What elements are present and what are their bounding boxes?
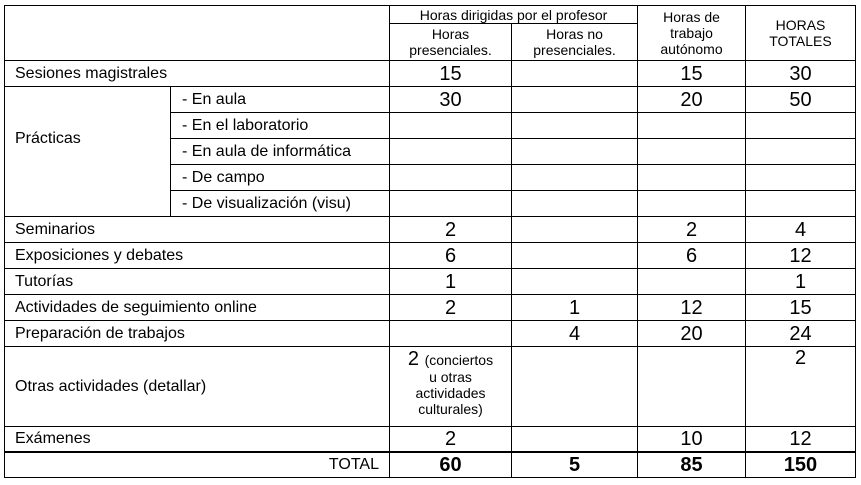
cell-sesiones-total: 30 [746,61,856,87]
cell-aula-pres: 30 [390,87,512,113]
cell-seminarios-total: 4 [746,217,856,243]
cell-visu-total [746,191,856,217]
cell-sesiones-nopres [512,61,638,87]
row-label-trabajos: Preparación de trabajos [5,321,390,347]
cell-otras-pres-number: 2 [407,348,420,370]
cell-tutorias-auto [638,269,746,295]
cell-informatica-total [746,139,856,165]
cell-tutorias-nopres [512,269,638,295]
cell-otras-pres-note-4: culturales) [418,401,483,417]
cell-visu-nopres [512,191,638,217]
cell-sesiones-auto: 15 [638,61,746,87]
header-autonomo-line1: Horas de [663,9,720,25]
cell-trabajos-auto: 20 [638,321,746,347]
cell-aula-total: 50 [746,87,856,113]
cell-otras-pres-note-3: actividades [415,385,486,401]
row-label-seminarios: Seminarios [5,217,390,243]
cell-otras-pres-note-2: u otras [429,369,472,385]
cell-tutorias-total: 1 [746,269,856,295]
cell-seminarios-pres: 2 [390,217,512,243]
cell-laboratorio-pres [390,113,512,139]
row-label-practicas: Prácticas [5,87,171,217]
table-row [5,87,856,113]
row-label-practicas-informatica: - En aula de informática [171,139,390,165]
cell-visu-auto [638,191,746,217]
cell-campo-auto [638,165,746,191]
cell-total-pres: 60 [390,452,512,478]
cell-campo-pres [390,165,512,191]
cell-examenes-auto: 10 [638,427,746,452]
table-row [5,347,856,427]
cell-otras-pres-note-1: (conciertos [424,352,494,368]
cell-total-nopres: 5 [512,452,638,478]
table-row [5,217,856,243]
row-label-practicas-aula: - En aula [171,87,390,113]
cell-otras-total: 2 [746,347,856,427]
cell-laboratorio-auto [638,113,746,139]
cell-online-pres: 2 [390,295,512,321]
cell-total-total: 150 [746,452,856,478]
header-presenciales [390,24,512,61]
table-row-total [5,452,856,478]
header-trabajo-autonomo [638,6,746,61]
cell-exposiciones-nopres [512,243,638,269]
header-no-presenciales [512,24,638,61]
header-presenciales-line1: Horas [431,26,470,42]
header-totales-line2: TOTALES [769,33,832,49]
cell-trabajos-pres [390,321,512,347]
table-row [5,61,856,87]
cell-informatica-nopres [512,139,638,165]
cell-campo-nopres [512,165,638,191]
table-row [5,427,856,452]
row-label-online: Actividades de seguimiento online [5,295,390,321]
header-horas-totales [746,6,856,61]
header-horas-dirigidas: Horas dirigidas por el profesor [390,6,638,24]
table-row [5,295,856,321]
row-label-total: TOTAL [5,452,390,478]
cell-aula-auto: 20 [638,87,746,113]
cell-exposiciones-total: 12 [746,243,856,269]
cell-otras-nopres [512,347,638,427]
cell-examenes-pres: 2 [390,427,512,452]
cell-otras-auto [638,347,746,427]
row-label-practicas-laboratorio: - En el laboratorio [171,113,390,139]
row-label-otras: Otras actividades (detallar) [5,347,390,427]
cell-online-auto: 12 [638,295,746,321]
header-no-presenciales-line2: presenciales. [533,42,616,58]
cell-seminarios-nopres [512,217,638,243]
cell-online-nopres: 1 [512,295,638,321]
cell-otras-pres [390,347,512,427]
cell-exposiciones-pres: 6 [390,243,512,269]
cell-tutorias-pres: 1 [390,269,512,295]
cell-total-auto: 85 [638,452,746,478]
cell-aula-nopres [512,87,638,113]
cell-laboratorio-nopres [512,113,638,139]
table-row [5,243,856,269]
cell-sesiones-pres: 15 [390,61,512,87]
row-label-tutorias: Tutorías [5,269,390,295]
cell-campo-total [746,165,856,191]
header-autonomo-line3: autónomo [660,41,723,57]
cell-seminarios-auto: 2 [638,217,746,243]
cell-visu-pres [390,191,512,217]
header-blank-cell [5,6,390,61]
row-label-examenes: Exámenes [5,427,390,452]
header-autonomo-line2: trabajo [670,25,713,41]
cell-examenes-total: 12 [746,427,856,452]
table-row [5,321,856,347]
row-label-exposiciones: Exposiciones y debates [5,243,390,269]
row-label-sesiones: Sesiones magistrales [5,61,390,87]
cell-online-total: 15 [746,295,856,321]
cell-laboratorio-total [746,113,856,139]
cell-trabajos-nopres: 4 [512,321,638,347]
row-label-practicas-campo: - De campo [171,165,390,191]
hours-table [4,5,856,478]
cell-informatica-pres [390,139,512,165]
header-presenciales-line2: presenciales. [409,42,492,58]
cell-informatica-auto [638,139,746,165]
cell-exposiciones-auto: 6 [638,243,746,269]
row-label-practicas-visu: - De visualización (visu) [171,191,390,217]
header-totales-line1: HORAS [775,17,826,33]
cell-examenes-nopres [512,427,638,452]
cell-trabajos-total: 24 [746,321,856,347]
header-no-presenciales-line1: Horas no [546,26,603,42]
hours-table-container [4,5,856,478]
table-row [5,269,856,295]
